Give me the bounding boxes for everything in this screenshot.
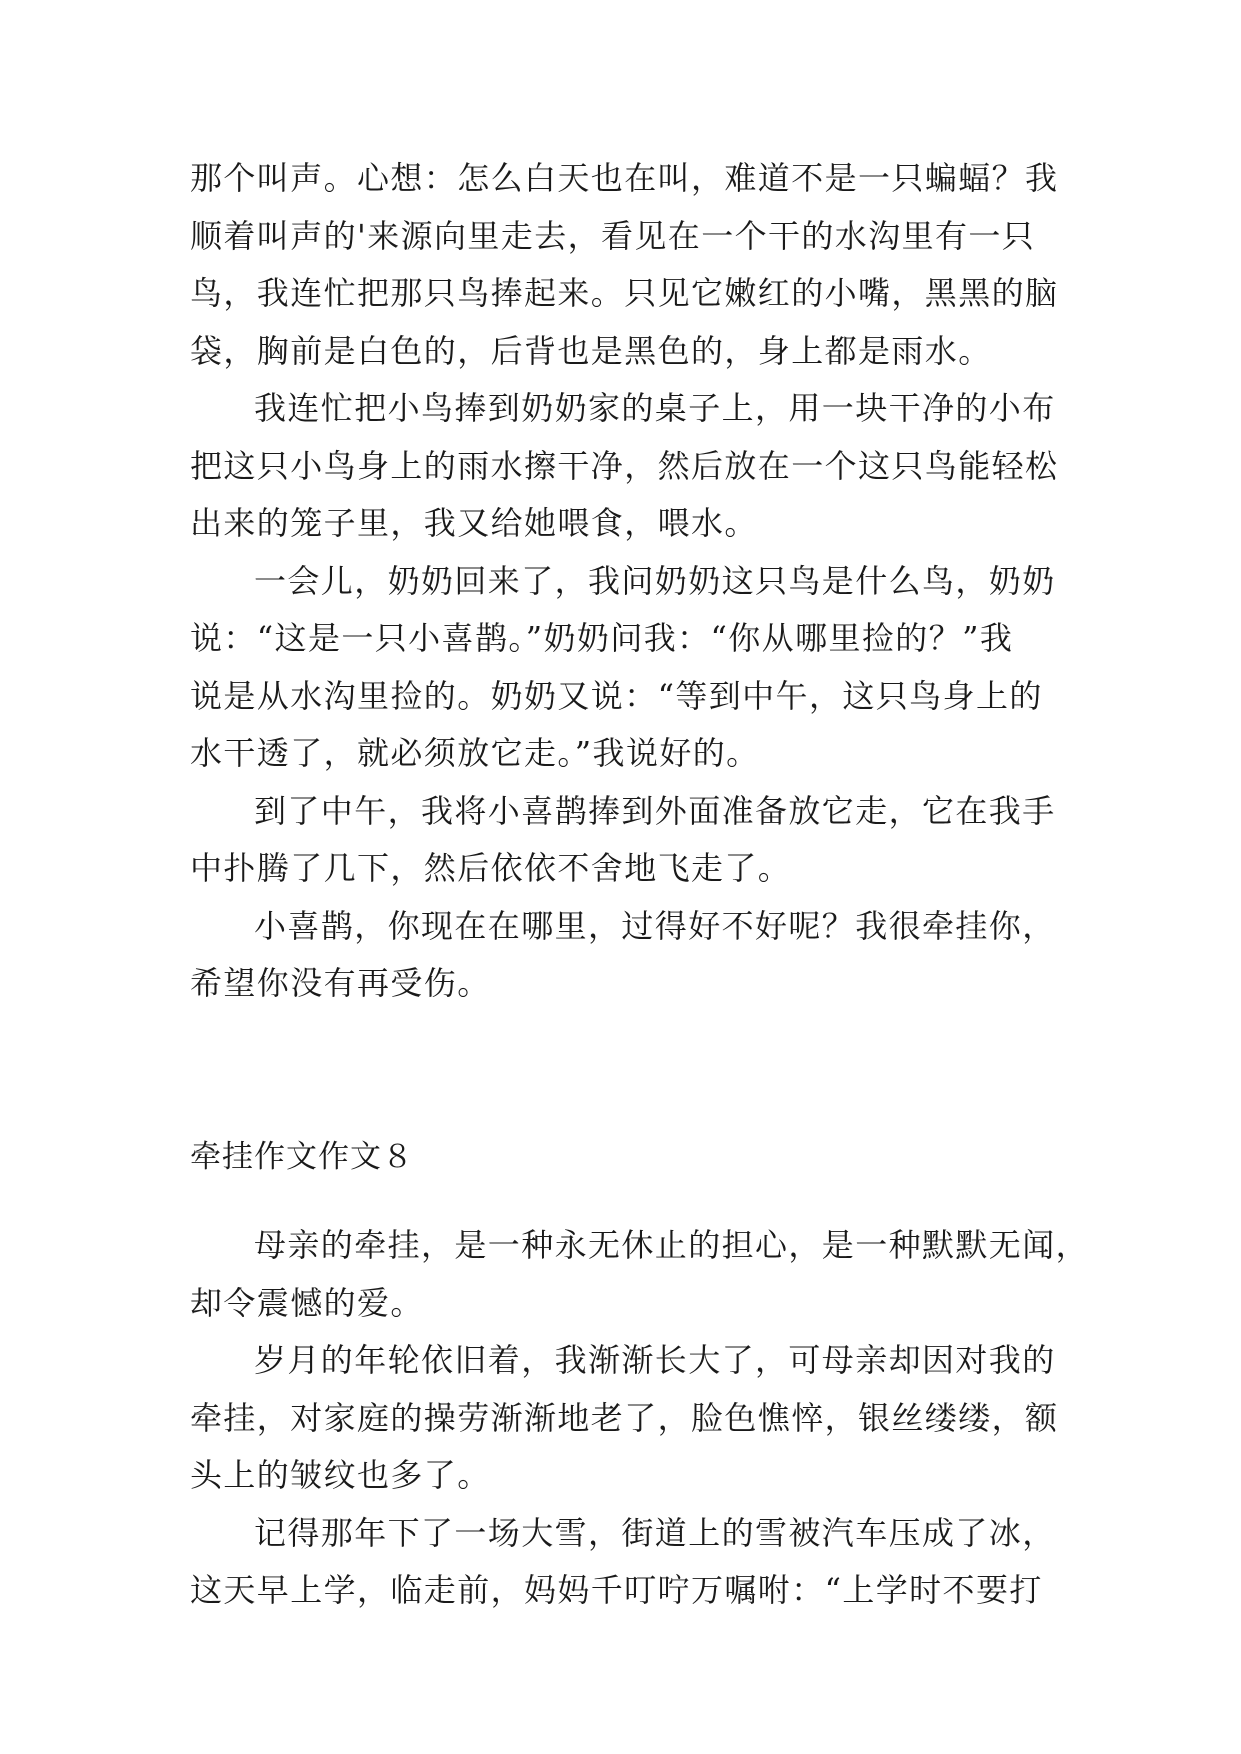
paragraph: [190, 380, 1059, 553]
document-page: [190, 150, 1090, 1620]
text-line: 记得那年下了一场大雪，街道上的雪被汽车压成了冰，: [254, 1513, 1056, 1552]
text-line: 小喜鹊，你现在在哪里，过得好不好呢？我很牵挂你，: [254, 906, 1056, 945]
text-line: 岁月的年轮依旧着，我渐渐长大了，可母亲却因对我的: [254, 1341, 1056, 1379]
text-line: 到了中午，我将小喜鹊捧到外面准备放它走，它在我手: [254, 791, 1056, 830]
paragraph: [190, 783, 1056, 898]
text-line: 牵挂，对家庭的操劳渐渐地老了，脸色憔悴，银丝缕缕，额: [190, 1398, 1059, 1437]
paragraph: [190, 553, 1056, 783]
text-line: 母亲的牵挂，是一种永无休止的担心，是一种默默无闻，: [254, 1226, 1090, 1264]
text-line: 把这只小鸟身上的雨水擦干净，然后放在一个这只鸟能轻松: [190, 446, 1059, 485]
paragraph: [190, 898, 1056, 1013]
text-line: 出来的笼子里，我又给她喂食，喂水。: [190, 504, 758, 542]
text-line: 希望你没有再受伤。: [190, 964, 491, 1002]
section-gap: [190, 1013, 1050, 1098]
paragraph: [190, 1332, 1059, 1505]
paragraph: [190, 1217, 1090, 1332]
text-line: 我连忙把小鸟捧到奶奶家的桌子上，用一块干净的小布: [254, 389, 1056, 427]
text-line: 中扑腾了几下，然后依依不舍地飞走了。: [190, 849, 792, 887]
text-line: 那个叫声。心想：怎么白天也在叫，难道不是一只蝙蝠？我: [190, 159, 1059, 197]
text-line: 这天早上学，临走前，妈妈千叮咛万嘱咐：“上学时不要打: [190, 1571, 1043, 1609]
text-line: 一会儿，奶奶回来了，我问奶奶这只鸟是什么鸟，奶奶: [254, 561, 1056, 600]
text-line: 说是从水沟里捡的。奶奶又说：“等到中午，这只鸟身上的: [190, 676, 1043, 715]
paragraph: [190, 1505, 1056, 1620]
text-line: 鸟，我连忙把那只鸟捧起来。只见它嫩红的小嘴，黑黑的脑: [190, 274, 1059, 312]
text-line: 袋，胸前是白色的，后背也是黑色的，身上都是雨水。: [190, 331, 992, 370]
text-line: 说：“这是一只小喜鹊。”奶奶问我：“你从哪里捡的？”我: [190, 619, 1014, 657]
text-line: 头上的皱纹也多了。: [190, 1456, 491, 1494]
text-line: 却令震憾的爱。: [190, 1283, 424, 1322]
paragraph: [190, 150, 1059, 380]
text-line: 水干透了，就必须放它走。”我说好的。: [190, 734, 760, 772]
section-heading: 牵挂作文作文８: [190, 1138, 414, 1175]
text-line: 顺着叫声的'来源向里走去，看见在一个干的水沟里有一只: [190, 216, 1036, 255]
